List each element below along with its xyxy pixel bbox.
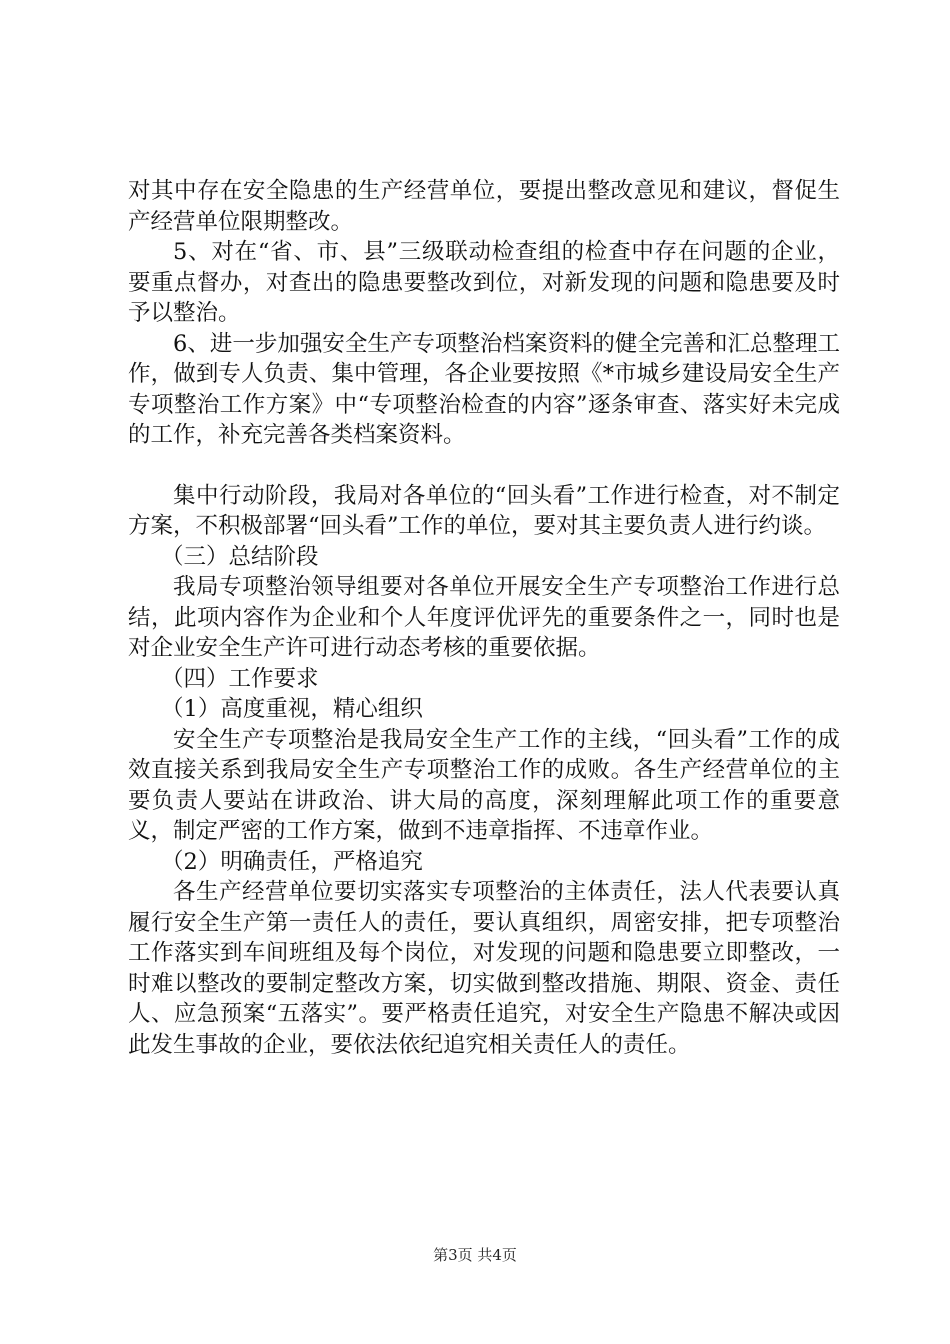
- paragraph-responsibility: 各生产经营单位要切实落实专项整治的主体责任，法人代表要认真履行安全生产第一责任人的责任，要认真组织，周密安排，把专项整治工作落实到车间班组及每个岗位，对发现的问题和隐患要立即整改，一时难以整改的要制定整改方案，切实做到整改措施、期限、资金、责任人、应急预案“五落实”。要严格责任追究，对安全生产隐患不解决或因此发生事故的企业，要依法依纪追究相关责任人的责任。: [128, 879, 840, 1058]
- paragraph-concentrated-action: 集中行动阶段，我局对各单位的“回头看”工作进行检查，对不制定方案，不积极部署“回头看”工作的单位，要对其主要负责人进行约谈。: [128, 482, 840, 539]
- paragraph-summary: 我局专项整治领导组要对各单位开展安全生产专项整治工作进行总结，此项内容作为企业和个人年度评优评先的重要条件之一，同时也是对企业安全生产许可进行动态考核的重要依据。: [128, 574, 840, 661]
- section-heading-summary: （三）总结阶段: [161, 543, 319, 570]
- blank-line: [128, 451, 840, 481]
- page-number-footer: 第3页 共4页: [433, 1246, 517, 1264]
- paragraph-continuation: 对其中存在安全隐患的生产经营单位，要提出整改意见和建议，督促生产经营单位限期整改。: [128, 178, 840, 235]
- section-heading-requirements: （四）工作要求: [161, 665, 319, 692]
- subheading-attention: （1）高度重视，精心组织: [161, 696, 423, 722]
- paragraph-attention: 安全生产专项整治是我局安全生产工作的主线，“回头看”工作的成效直接关系到我局安全生产专项整治工作的成败。各生产经营单位的主要负责人要站在讲政治、讲大局的高度，深刻理解此项工作的重要意义，制定严密的工作方案，做到不违章指挥、不违章作业。: [128, 726, 840, 844]
- subheading-responsibility: （2）明确责任，严格追究: [161, 848, 423, 875]
- paragraph-item-5: 5、对在“省、市、县”三级联动检查组的检查中存在问题的企业，要重点督办，对查出的隐患要整改到位，对新发现的问题和隐患要及时予以整治。: [128, 239, 840, 326]
- document-body: [128, 176, 840, 1060]
- paragraph-item-6: 6、进一步加强安全生产专项整治档案资料的健全完善和汇总整理工作，做到专人负责、集中管理，各企业要按照《*市城乡建设局安全生产专项整治工作方案》中“专项整治检查的内容”逐条审查、落实好未完成的工作，补充完善各类档案资料。: [128, 330, 840, 448]
